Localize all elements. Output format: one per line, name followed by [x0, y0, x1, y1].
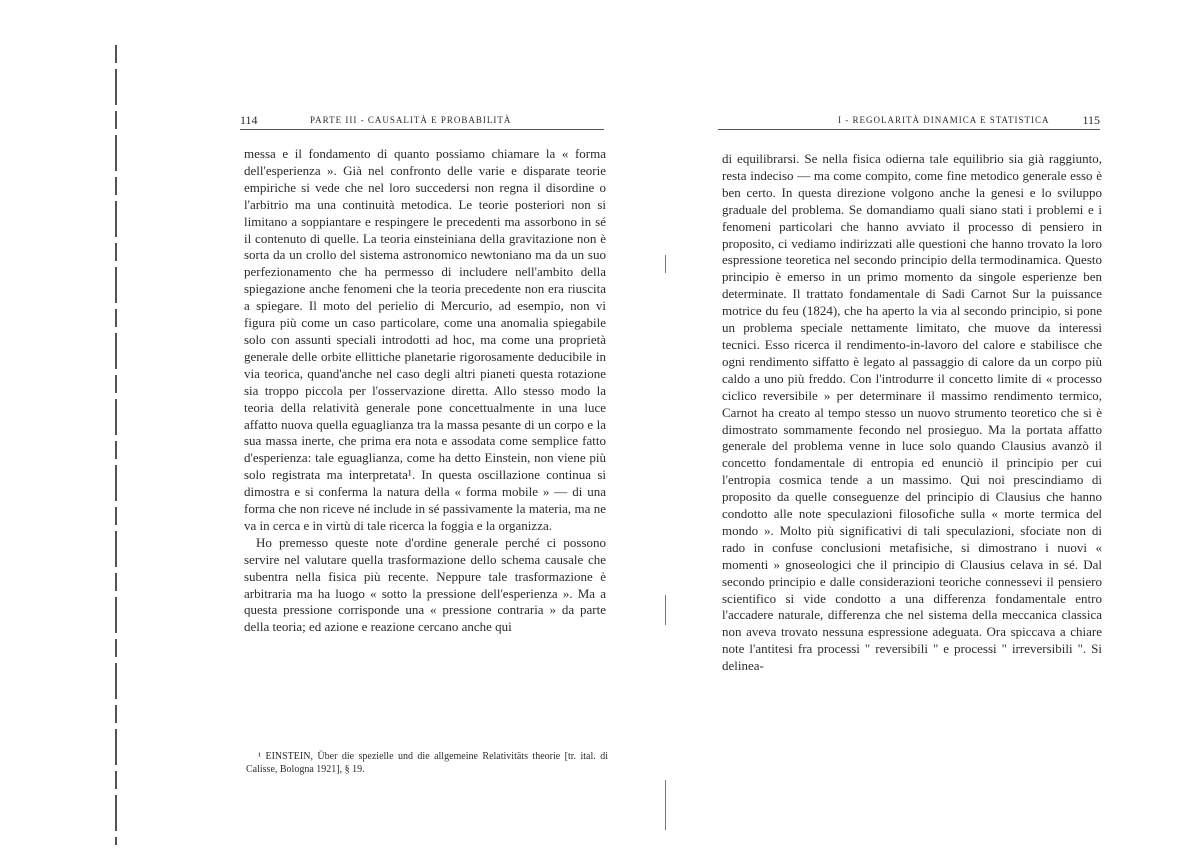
binding-shadow: [115, 45, 117, 845]
left-page-number: 114: [240, 113, 258, 127]
left-paragraph-2: Ho premesso queste note d'ordine generale perché ci possono servire nel valutare quella trasformazione dello schema causale che subentra nella fisica più recente. Neppure tale trasformazione è arbitraria ma ha luogo « sotto la pressione dell'esperienza ». Ma a questa pressione corrisponde una « pressione contraria » da parte della teoria; ed azione e reazione cercano anche qui: [244, 534, 606, 635]
left-body-text: [244, 146, 606, 636]
left-footnote: ¹ EINSTEIN, Über die spezielle und die allgemeine Relativitäts theorie [tr. ital. di Calisse, Bologna 1921], § 19.: [246, 751, 608, 775]
right-paragraph-1: di equilibrarsi. Se nella fisica odierna tale equilibrio sia già raggiunto, resta indeciso — ma come compito, come fine metodico generale esso è ben certo. In questa direzione volgono anche la genesi e lo sviluppo graduale del problema. Se domandiamo quali siano stati i problemi e i fenomeni particolari che hanno avviato il processo di pensiero in proposito, ci vediamo indirizzati alle questioni che hanno trovato la loro espressione teoretica nel secondo principio della termodinamica. Questo principio è emerso in un primo momento da singole esperienze ben determinate. Il trattato fondamentale di Sadi Carnot Sur la puissance motrice du feu (1824), che ha aperto la via al secondo principio, si pone un problema speciale nettamente limitato, che muove da interessi tecnici. Esso ricerca il rendimento-in-lavoro del calore e stabilisce che ogni rendimento siffatto è legato al passaggio di calore da un corpo più caldo a uno più freddo. Con l'introdurre il concetto limite di « processo ciclico reversibile » per determinare il massimo rendimento termico, Carnot ha creato al tempo stesso un nuovo strumento teoretico che si è dimostrato sommamente fecondo nel prosieguo. Ma la portata affatto generale del problema venne in luce solo quando Clausius avanzò il concetto fondamentale di entropia ed enunciò il principio per cui l'entropia cosmica tende a un massimo. Qui noi prescindiamo di proposito da quelle conseguenze del principio di Clausius che hanno condotto alle note speculazioni filosofiche sulla « morte termica del mondo ». Molto più significativi di tali speculazioni, sfociate non di rado in confuse conclusioni metafisiche, si dimostrano i nuovi « momenti » gnoseologici che il principio di Clausius celava in sé. Dal secondo principio e dalle considerazioni teoriche connessevi il pensiero scientifico si vide condotto a una differenza fondamentale entro l'accadere naturale, differenza che nel sistema della meccanica classica non aveva trovato nessuna espressione adeguata. Ora spiccava a chiare note l'antitesi fra processi " reversibili " e processi " irreversibili ". Si delinea-: [722, 151, 1102, 674]
gutter-mark: [665, 255, 666, 273]
right-page: [610, 0, 1200, 867]
right-running-head-title: I - REGOLARITÀ DINAMICA E STATISTICA: [838, 115, 1050, 125]
gutter-mark: [665, 595, 666, 625]
left-paragraph-1: messa e il fondamento di quanto possiamo chiamare la « forma dell'esperienza ». Già nel confronto delle varie e disparate teorie empiriche si vede che nel loro succedersi non regna il disordine o l'arbitrio ma una continuità metodica. Le teorie posteriori non si limitano a soppiantare e respingere le precedenti ma assorbono in sé il contenuto di quelle. La teoria einsteiniana della gravitazione non è sorta da un crollo del sistema astronomico newtoniano ma da un suo perfezionamento che ha permesso di includere nell'ambito della spiegazione anche fenomeni che la teoria precedente non era riuscita a spiegare. Il moto del perielio di Mercurio, ad esempio, non vi figura più come un caso particolare, come una anomalia spiegabile solo con assunti speciali introdotti ad hoc, ma come una proprietà generale delle orbite ellittiche planetarie rigorosamente deducibile in via teorica, quand'anche nel caso degli altri pianeti questa rotazione sia troppo piccola per l'osservazione diretta. Allo stesso modo la teoria della relatività generale pone concettualmente in una luce affatto nuova quella eguaglianza tra la massa pesante di un corpo e la sua massa inerte, che prima era nota e assodata come semplice fatto d'esperienza: tale eguaglianza, come ha detto Einstein, non viene più solo registrata ma interpretata¹. In questa oscillazione continua si dimostra e si conferma la natura della « forma mobile » — di una forma che non riceve né include in sé passivamente la materia, ma ne va in cerca e in virtù di tale ricerca la foggia e la organizza.: [244, 146, 606, 533]
right-running-head: [718, 113, 1100, 130]
gutter-mark: [665, 780, 666, 830]
left-running-head-title: PARTE III - CAUSALITÀ E PROBABILITÀ: [310, 115, 512, 125]
left-running-head: [240, 113, 604, 130]
right-body-text: [722, 151, 1102, 675]
right-page-number: 115: [1082, 113, 1100, 127]
